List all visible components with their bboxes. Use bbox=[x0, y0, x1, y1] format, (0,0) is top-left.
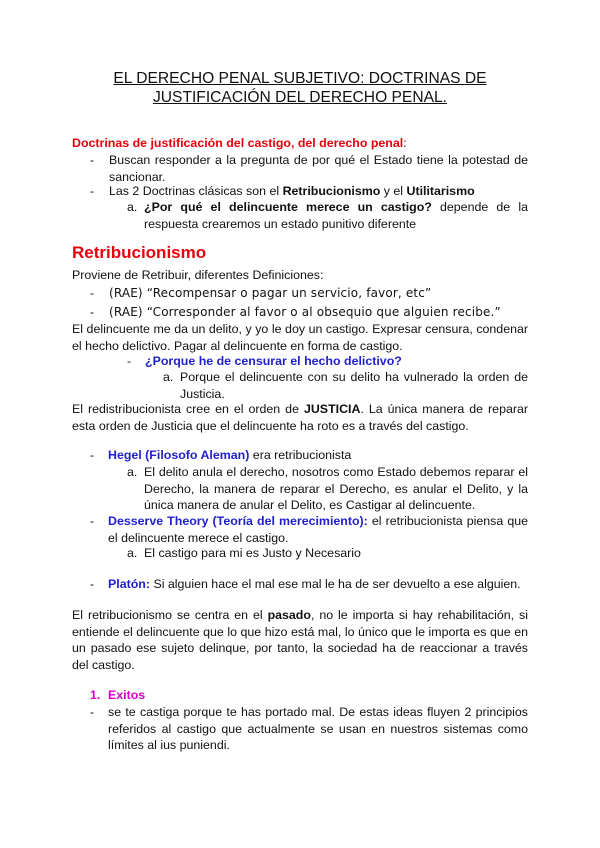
intro-bullet-2: Las 2 Doctrinas clásicas son el Retribucionismo y el Utilitarismo bbox=[109, 184, 475, 198]
bullet-marker: - bbox=[90, 705, 95, 719]
retrib-paragraph-1: El delincuente me da un delito, y yo le doy un castigo. Expresar censura, condenar el hecho delictivo. Pagar al delincuente en forma de castigo. bbox=[72, 322, 528, 353]
list-marker-a: a. bbox=[127, 465, 138, 479]
retrib-paragraph-2: El redistribucionista cree en el orden de JUSTICIA. La única manera de reparar esta orden de Justicia que el delincuente ha roto es a través del castigo. bbox=[72, 402, 529, 433]
numbered-marker: 1. bbox=[90, 688, 101, 702]
list-marker-a: a. bbox=[127, 546, 138, 560]
section-heading-retribucionismo: Retribucionismo bbox=[72, 243, 207, 262]
bullet-marker: - bbox=[90, 184, 95, 198]
retrib-intro-line: Proviene de Retribuir, diferentes Definiciones: bbox=[72, 268, 324, 282]
list-marker-a: a. bbox=[127, 200, 138, 214]
bullet-marker: - bbox=[90, 153, 95, 167]
intro-bullet-1: Buscan responder a la pregunta de por qué el Estado tiene la potestad de sancionar. bbox=[109, 153, 528, 184]
intro-heading: Doctrinas de justificación del castigo, del derecho penal: bbox=[72, 136, 407, 150]
deserve-item: Desserve Theory (Teoría del merecimiento): el retribucionista piensa que el delincuente merece el castigo. bbox=[108, 514, 529, 545]
title-line-1: EL DERECHO PENAL SUBJETIVO: DOCTRINAS DE bbox=[113, 70, 487, 87]
page-title bbox=[60, 69, 540, 107]
hegel-sub-a: El delito anula el derecho, nosotros como Estado debemos reparar el Derecho, la manera de reparar el Derecho, es anular el Delito, y la única manera de anular el Delito, es Castigar al delincuente. bbox=[144, 465, 528, 512]
retrib-paragraph-3: El retribucionismo se centra en el pasado, no le importa si hay rehabilitación, si entiende el delincuente que lo que hizo está mal, lo único que le importa es que en un pasado ese sujeto delinque, por tanto, la sociedad ha de reaccionar a través del castigo. bbox=[72, 608, 528, 672]
intro-sub-a: ¿Por qué el delincuente merece un castigo? depende de la respuesta crearemos un estado punitivo diferente bbox=[144, 200, 528, 231]
bullet-marker: - bbox=[127, 354, 132, 368]
exitos-bullet: se te castiga porque te has portado mal. De estas ideas fluyen 2 principios referidos al castigo que actualmente se usan en nuestros sistemas como límites al ius puniendi. bbox=[108, 705, 528, 752]
question-answer: Porque el delincuente con su delito ha vulnerado la orden de Justicia. bbox=[180, 370, 528, 401]
question-censurar: ¿Porque he de censurar el hecho delictivo? bbox=[145, 354, 402, 368]
title-line-2: JUSTIFICACIÓN DEL DERECHO PENAL. bbox=[152, 89, 448, 106]
exitos-heading: Exitos bbox=[108, 688, 146, 702]
definition-1: (RAE) “Recompensar o pagar un servicio, favor, etc” bbox=[109, 286, 432, 300]
bullet-marker: - bbox=[90, 305, 95, 319]
platon-item: Platón: Si alguien hace el mal ese mal le ha de ser devuelto a ese alguien. bbox=[108, 577, 521, 591]
bullet-marker: - bbox=[90, 448, 95, 462]
list-marker-a: a. bbox=[163, 370, 174, 384]
bullet-marker: - bbox=[90, 286, 95, 300]
hegel-item: Hegel (Filosofo Aleman) era retribucionista bbox=[108, 448, 352, 462]
bullet-marker: - bbox=[90, 514, 95, 528]
deserve-sub-a: El castigo para mi es Justo y Necesario bbox=[144, 546, 361, 560]
bullet-marker: - bbox=[90, 577, 95, 591]
definition-2: (RAE) “Corresponder al favor o al obsequio que alguien recibe.” bbox=[109, 305, 501, 319]
